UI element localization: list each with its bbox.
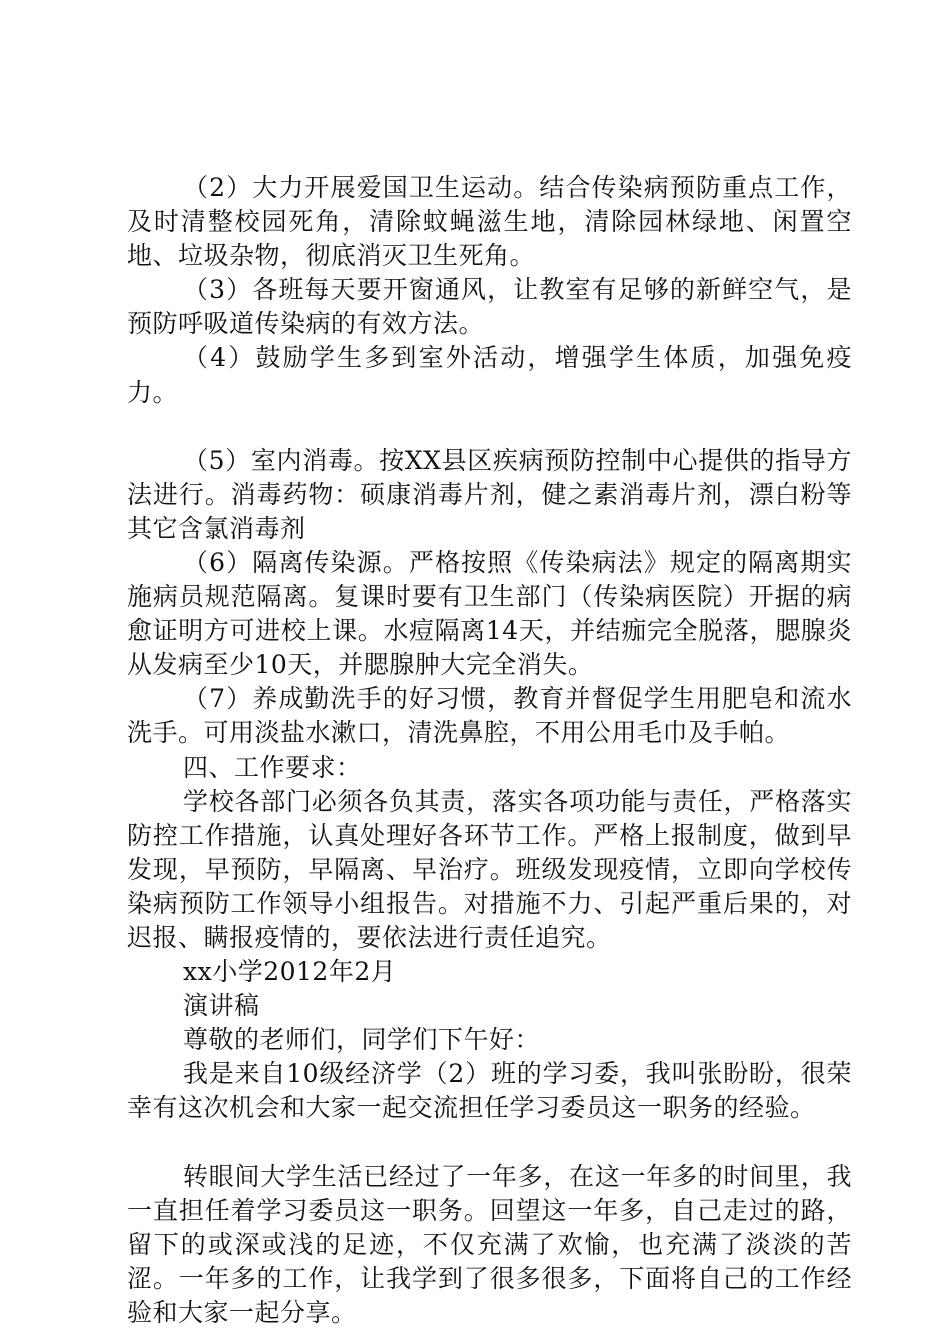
paragraph-item-3: （3）各班每天要开窗通风，让教室有足够的新鲜空气，是预防呼吸道传染病的有效方法。	[127, 275, 852, 339]
speech-body-paragraph: 转眼间大学生活已经过了一年多，在这一年多的时间里，我一直担任着学习委员这一职务。回望这一年多，自己走过的路，留下的或深或浅的足迹，不仅充满了欢愉，也充满了淡淡的苦涩。一年多的工作，让我学到了很多很多，下面将自己的工作经验和大家一起分享。	[127, 1161, 852, 1327]
paragraph-item-7: （7）养成勤洗手的好习惯，教育并督促学生用肥皂和流水洗手。可用淡盐水漱口，清洗鼻腔，不用公用毛巾及手帕。	[127, 684, 852, 748]
speech-title: 演讲稿	[183, 991, 260, 1021]
speech-intro-paragraph: 我是来自10级经济学（2）班的学习委，我叫张盼盼，很荣幸有这次机会和大家一起交流担任学习委员这一职务的经验。	[127, 1059, 852, 1123]
signature-date: xx小学2012年2月	[183, 957, 397, 987]
section-heading-work-requirements: 四、工作要求：	[183, 752, 362, 782]
paragraph-item-4: （4）鼓励学生多到室外活动，增强学生体质，加强免疫力。	[127, 343, 852, 407]
document-body	[127, 171, 852, 1330]
paragraph-item-6: （6）隔离传染源。严格按照《传染病法》规定的隔离期实施病员规范隔离。复课时要有卫生部门（传染病医院）开据的病愈证明方可进校上课。水痘隔离14天，并结痂完全脱落，腮腺炎从发病至少10天，并腮腺肿大完全消失。	[127, 547, 852, 680]
work-requirements-paragraph: 学校各部门必须各负其责，落实各项功能与责任，严格落实防控工作措施，认真处理好各环节工作。严格上报制度，做到早发现，早预防，早隔离、早治疗。班级发现疫情，立即向学校传染病预防工作领导小组报告。对措施不力、引起严重后果的，对迟报、瞒报疫情的，要依法进行责任追究。	[127, 786, 852, 952]
speech-greeting: 尊敬的老师们，同学们下午好：	[183, 1025, 541, 1055]
paragraph-item-5: （5）室内消毒。按XX县区疾病预防控制中心提供的指导方法进行。消毒药物：硕康消毒片剂，健之素消毒片剂，漂白粉等其它含氯消毒剂	[127, 445, 852, 543]
paragraph-item-2: （2）大力开展爱国卫生运动。结合传染病预防重点工作，及时清整校园死角，清除蚊蝇滋生地，清除园林绿地、闲置空地、垃圾杂物，彻底消灭卫生死角。	[127, 173, 852, 271]
